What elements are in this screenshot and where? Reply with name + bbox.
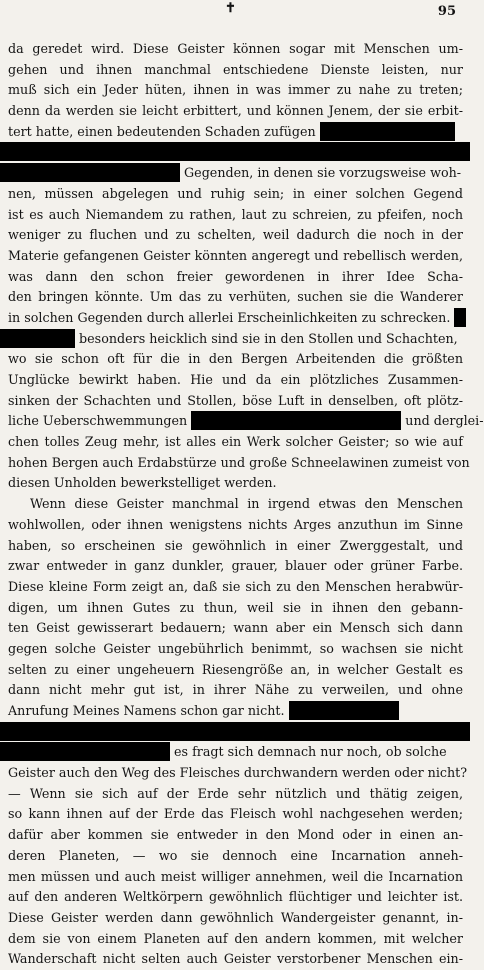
text-line xyxy=(8,784,463,805)
line-text: dafür aber kommen sie entweder in den Mond oder in einen an- xyxy=(8,827,463,843)
text-line xyxy=(8,101,463,122)
text-line xyxy=(8,473,463,494)
line-text: — Wenn sie sich auf der Erde sehr nützlich und thätig zeigen, xyxy=(8,785,463,801)
page-header xyxy=(0,0,470,22)
text-line xyxy=(8,618,463,639)
line-text: denn da werden sie leicht erbittert, und können Jenem, der sie erbit- xyxy=(8,103,463,119)
line-text: diesen Unholden bewerkstelliget werden. xyxy=(8,475,277,491)
line-text: Materie gefangenen Geister könnten angeregt und rebellisch werden, xyxy=(8,247,463,263)
text-line xyxy=(8,825,463,846)
line-text: Diese Geister werden dann gewöhnlich Wandergeister genannt, in- xyxy=(8,909,463,925)
text-line xyxy=(8,639,463,660)
text-line xyxy=(8,184,463,205)
line-text: dem sie von einem Planeten auf den andern kommen, mit welcher xyxy=(8,930,463,946)
text-line xyxy=(0,142,463,163)
text-line xyxy=(8,39,463,60)
cross-mark-icon: ✝ xyxy=(225,1,236,16)
line-text: da geredet wird. Diese Geister können sogar mit Menschen um- xyxy=(8,41,463,56)
text-line xyxy=(8,80,463,101)
line-text: tert hatte, einen bedeutenden Schaden zufügen xyxy=(8,123,316,139)
line-text: Diese kleine Form zeigt an, daß sie sich zu den Menschen herabwür- xyxy=(8,578,463,594)
text-line xyxy=(8,515,463,536)
text-line xyxy=(8,225,463,246)
text-line xyxy=(0,722,463,743)
line-text: selten zu einer ungeheuern Riesengröße an, in welcher Gestalt es xyxy=(8,661,463,677)
text-line xyxy=(8,287,463,308)
text-line xyxy=(8,453,470,474)
line-text: in solchen Gegenden durch allerlei Erscheinlichkeiten zu schrecken. xyxy=(8,309,451,325)
line-text: es fragt sich demnach nur noch, ob solche xyxy=(174,744,447,760)
line-text: haben, so erscheinen sie gewöhnlich in einer Zwerggestalt, und xyxy=(8,537,463,553)
redaction-bar xyxy=(0,163,180,182)
line-text: Unglücke bewirkt haben. Hie und da ein plötzliches Zusammen- xyxy=(8,372,463,387)
redaction-bar xyxy=(454,308,466,327)
text-line xyxy=(8,494,463,515)
line-text: wohlwollen, oder ihnen wenigstens nichts Arges anzuthun im Sinne xyxy=(8,516,463,532)
line-text: ist es auch Niemandem zu rathen, laut zu schreien, zu pfeifen, noch xyxy=(8,206,463,222)
line-text: dann nicht mehr gut ist, in ihrer Nähe zu verweilen, und ohne xyxy=(8,682,463,698)
text-line xyxy=(8,391,463,412)
redaction-bar xyxy=(0,722,470,741)
line-text: muß sich ein Jeder hüten, ihnen in was immer zu nahe zu treten; xyxy=(8,82,463,98)
redaction-bar xyxy=(0,329,75,348)
text-line xyxy=(8,929,463,950)
text-line xyxy=(0,742,463,763)
text-line xyxy=(8,701,463,722)
text-line xyxy=(8,246,463,267)
text-line xyxy=(8,867,463,888)
line-text: ten Geist gewisserart bedauern; wann aber ein Mensch sich dann xyxy=(8,620,463,636)
line-text: so kann ihnen auf der Erde das Fleisch wohl nachgesehen werden; xyxy=(8,806,463,822)
line-text: sinken der Schachten und Stollen, böse Luft in denselben, oft plötz- xyxy=(8,392,463,408)
text-line xyxy=(8,556,463,577)
text-line xyxy=(8,411,484,432)
line-text: Gegenden, in denen sie vorzugsweise woh- xyxy=(184,165,462,181)
text-line xyxy=(8,60,463,81)
redaction-bar xyxy=(191,411,401,430)
redaction-bar xyxy=(0,142,470,161)
line-text: den bringen könnte. Um das zu verhüten, suchen sie die Wanderer xyxy=(8,289,463,305)
text-line xyxy=(8,660,463,681)
line-text: wo sie schon oft für die in den Bergen Arbeitenden die größten xyxy=(8,351,463,367)
line-text: zwar entweder in ganz dunkler, grauer, blauer oder grüner Farbe. xyxy=(8,558,463,574)
redaction-bar xyxy=(320,122,455,141)
text-line xyxy=(8,598,463,619)
line-text: und derglei- xyxy=(405,413,484,429)
line-text: liche Ueberschwemmungen xyxy=(8,413,188,429)
text-line xyxy=(8,370,463,391)
page-number: 95 xyxy=(437,4,456,19)
line-text: besonders heicklich sind sie in den Stollen und Schachten, xyxy=(79,330,458,346)
text-line xyxy=(0,329,463,350)
text-line xyxy=(8,846,463,867)
redaction-bar xyxy=(0,742,170,761)
text-line xyxy=(8,577,463,598)
line-text: Wenn diese Geister manchmal in irgend etwas den Menschen xyxy=(30,496,463,512)
line-text: men müssen und auch meist williger annehmen, weil die Incarnation xyxy=(8,868,463,884)
text-line xyxy=(8,432,463,453)
line-text: digen, um ihnen Gutes zu thun, weil sie in ihnen den gebann- xyxy=(8,599,463,615)
page-body xyxy=(8,39,484,970)
text-line xyxy=(8,804,463,825)
text-line xyxy=(8,680,463,701)
text-line xyxy=(8,308,463,329)
line-text: auf den anderen Weltkörpern gewöhnlich flüchtiger und leichter ist. xyxy=(8,889,463,905)
text-line xyxy=(8,122,463,143)
line-text: was dann den schon freier gewordenen in ihrer Idee Scha- xyxy=(8,268,463,284)
line-text: chen tolles Zeug mehr, ist alles ein Werk solcher Geister; so wie auf xyxy=(8,434,463,450)
text-line xyxy=(8,536,463,557)
text-line xyxy=(8,949,463,970)
line-text: weniger zu fluchen und zu schelten, weil dadurch die noch in der xyxy=(8,227,463,243)
text-line xyxy=(8,763,468,784)
line-text: Anrufung Meines Namens schon gar nicht. xyxy=(8,703,285,718)
redaction-bar xyxy=(289,701,399,720)
line-text: Wanderschaft nicht selten auch Geister verstorbener Menschen ein- xyxy=(8,951,463,967)
line-text: gehen und ihnen manchmal entschiedene Dienste leisten, nur xyxy=(8,61,463,77)
line-text: deren Planeten, — wo sie dennoch eine Incarnation anneh- xyxy=(8,847,463,863)
text-line xyxy=(8,349,463,370)
text-line xyxy=(8,267,463,288)
line-text: nen, müssen abgelegen und ruhig sein; in einer solchen Gegend xyxy=(8,185,463,201)
line-text: gegen solche Geister ungebührlich benimmt, so wachsen sie nicht xyxy=(8,640,463,656)
text-line xyxy=(8,205,463,226)
text-line xyxy=(8,908,463,929)
text-line xyxy=(8,887,463,908)
line-text: hohen Bergen auch Erdabstürze und große Schneelawinen zumeist von xyxy=(8,454,470,470)
text-line xyxy=(0,163,463,184)
line-text: Geister auch den Weg des Fleisches durchwandern werden oder nicht? xyxy=(8,765,468,781)
